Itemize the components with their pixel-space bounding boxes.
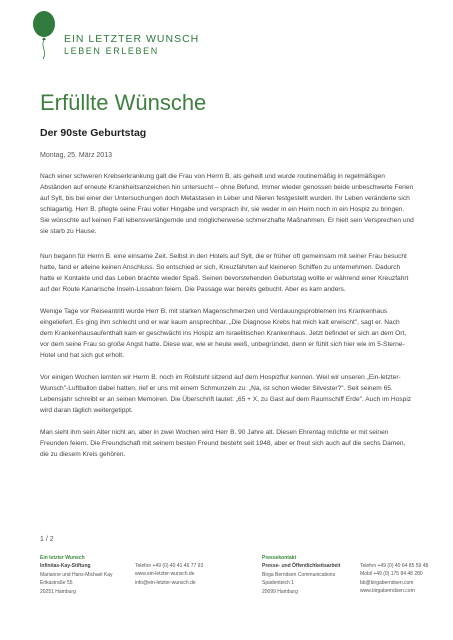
footer-org-name: Infinitas-Kay-Stiftung bbox=[40, 563, 91, 570]
article-body bbox=[40, 171, 414, 471]
footer-org-phone: Telefon +49 (0) 40 41 46 77 93 bbox=[135, 563, 204, 569]
footer-organization bbox=[40, 554, 130, 596]
footer-press-street: Spadenteich 1 bbox=[262, 580, 294, 587]
article-title: Der 90ste Geburtstag bbox=[40, 127, 147, 139]
logo-text-line1: EIN LETZTER WUNSCH bbox=[64, 33, 200, 45]
footer-press-title: Pressekontakt bbox=[262, 555, 297, 561]
footer-press-dept: Presse- und Öffentlichkeitsarbeit bbox=[262, 563, 341, 570]
footer-press-mobile: Mobil +49 (0) 175 84 48 280 bbox=[360, 571, 423, 578]
footer-press-phone: Telefon +49 (0) 40 64 85 59 48 bbox=[360, 563, 429, 569]
page-number: 1 / 2 bbox=[40, 536, 54, 543]
article-paragraph: Nun begann für Herrn B. eine einsame Zeit. Selbst in den Hotels auf Sylt, die er früher oft gemeinsam mit seiner Frau besucht hatte, fand er alleine keinen Anschluss. So entschied er sich, Kreuzfahrten auf kleineren Schiffen zu unternehmen. Dadurch hatte er Kontakte und das Leben brachte wieder Spaß. Seinen bevorstehenden Geburtstag wollte er während einer Kreuzfahrt auf der Route Kanarische Inseln-Lissabon feiern. Die Passage war bereits gebucht. Aber es kam anders. bbox=[40, 253, 409, 293]
page-headline: Erfüllte Wünsche bbox=[40, 90, 207, 115]
footer-press-email-link[interactable]: bb@birgaberndsen.com bbox=[360, 579, 414, 586]
footer-org-web-link[interactable]: www.ein-letzter-wunsch.de bbox=[135, 571, 195, 578]
logo-text-line2: LEBEN ERLEBEN bbox=[64, 46, 159, 56]
article-paragraph: Nach einer schweren Krebserkrankung galt die Frau von Herrn B. als geheilt und wurde routinemäßig in regelmäßigen Abständen auf erneute Krankheitsanzeichen hin untersucht – ohne Befund. Immer wieder genossen beide unbeschwerte Ferien auf Sylt, bis bei einer der Untersuchungen doch Metastasen in Leber und Nieren festgestellt wurden. Ihr Leben veränderte sich schlagartig. Herr B. pflegte seine Frau voller Hingabe und versprach ihr, sie weder in ein Heim noch in ein Hospiz zu bringen. Sie wünschte auf keinen Fall lebensverlängernde und möglicherweise schmerzhafte Maßnahmen. Er hielt sein Versprechen und sie starb zu Hause. bbox=[40, 173, 414, 235]
article-date: Montag, 25. März 2013 bbox=[40, 152, 112, 159]
footer-press-company: Birga Berndsen Communications bbox=[262, 571, 336, 578]
footer-press-contact bbox=[360, 562, 450, 596]
article-paragraph: Vor einigen Wochen lernten wir Herrn B. noch im Rollstuhl sitzend auf dem Hospizflur kennen. Weil wir unseren „Ein-letzter-Wunsch"-Luftballon dabei hatten, rief er uns mit einem Schmunzeln zu: „Na, ist schon wieder Silvester?". Seit seinem 65. Lebensjahr schreibt er an seinen Memoiren. Die Überschrift lautet: „65 + X, zu Gast auf dem Raumschiff Erde". Auch im Hospiz wird daran täglich weitergetippt. bbox=[40, 374, 412, 414]
footer-org-street: Erikastraße 55 bbox=[40, 580, 73, 587]
balloon-icon bbox=[30, 9, 60, 61]
footer-press-web-link[interactable]: www.birgaberndsen.com bbox=[360, 588, 415, 595]
article-paragraph: Wenige Tage vor Reiseantritt wurde Herr B. mit starken Magenschmerzen und Verdauungsproblemen ins Krankenhaus eingeliefert. Es ging ihm schlecht und er war kaum ansprechbar. „Die Diagnose Krebs hat mich kalt erwischt", sagt er. Nach dem Krankenhausaufenthalt kam er geschwächt ins Hospiz am Israelitischen Krankenhaus. Jetzt befindet er sich an dem Ort, vor dem seine Frau so große Angst hatte. Diese war, wie er heute weiß, unbegründet, denn er fühlt sich hier wie im 5-Sterne-Hotel und hat sich gut erholt. bbox=[40, 308, 407, 359]
footer-org-title: Ein letzter Wunsch bbox=[40, 555, 85, 561]
footer-press bbox=[262, 554, 372, 596]
footer-press-city: 20099 Hamburg bbox=[262, 588, 298, 595]
footer-org-city: 20251 Hamburg bbox=[40, 588, 76, 595]
brand-logo bbox=[30, 9, 240, 59]
footer-organization-contact bbox=[135, 562, 225, 587]
footer-org-line2: Marianne und Hans-Michael Kay bbox=[40, 571, 113, 578]
article-paragraph: Man sieht ihm sein Alter nicht an, aber in zwei Wochen wird Herr B. 90 Jahre alt. Diesen Ehrentag möchte er mit seinen Freunden feiern. Die Freundschaft mit seinem besten Freund besteht seit 1948, aber er freut sich auch auf die sechs Damen, die zu diesem Kreis gehören. bbox=[40, 429, 406, 458]
footer-org-email-link[interactable]: info@ein-letzter-wunsch.de bbox=[135, 579, 196, 586]
